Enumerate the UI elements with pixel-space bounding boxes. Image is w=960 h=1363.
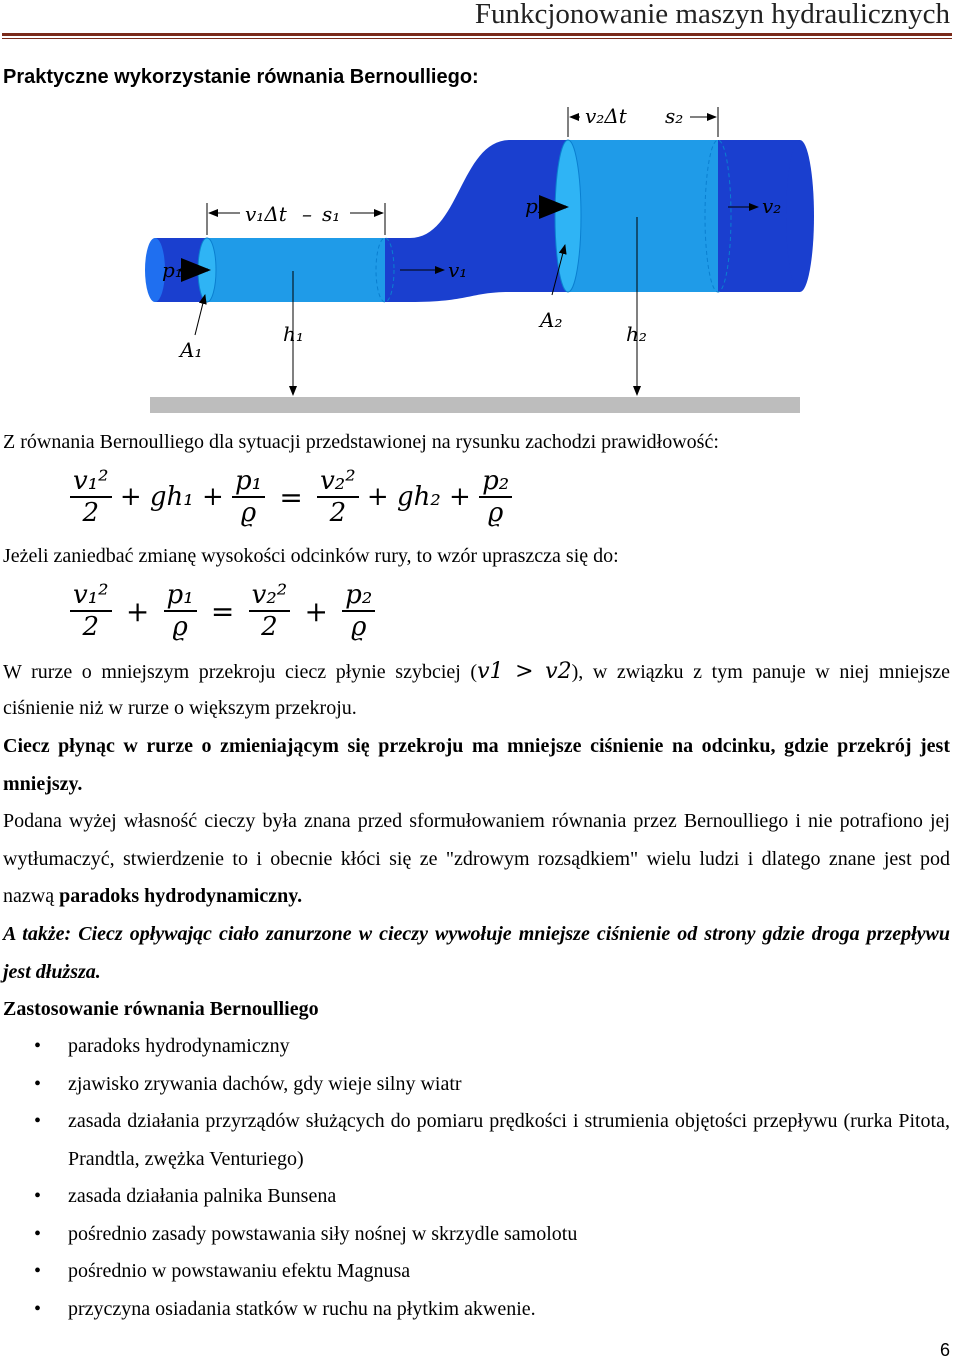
- fluid-element-2: [568, 140, 718, 292]
- simplification-paragraph: Jeżeli zaniedbać zmianę wysokości odcinków rury, to wzór upraszcza się do:: [3, 545, 619, 567]
- header-rule-thin: [2, 38, 952, 39]
- label-A2: A₂: [540, 308, 563, 332]
- label-v2: v₂: [762, 194, 782, 218]
- page-number: 6: [939, 1340, 950, 1360]
- label-s1: s₁: [322, 202, 341, 226]
- label-v1dt: v₁Δt: [245, 202, 287, 226]
- label-s2: s₂: [665, 104, 684, 128]
- section-heading: Praktyczne wykorzystanie równania Bernoulliego:: [3, 66, 479, 88]
- bernoulli-simplified-formula: $\frac{\text{v₁²}}{2}$ + $\frac{\text{p₁}}{ϱ}$ = $\frac{\text{v₂²}}{2}$ + $\frac{\text{p₂}}{ϱ}$: [70, 580, 375, 642]
- ground-line: [150, 397, 800, 413]
- intro-paragraph: Z równania Bernoulliego dla sytuacji przedstawionej na rysunku zachodzi prawidłowość:: [3, 431, 719, 453]
- applications-list: [0, 1028, 950, 1328]
- label-v1: v₁: [448, 258, 468, 282]
- fluid-element-1: [207, 238, 385, 302]
- label-v2dt: v₂Δt: [585, 104, 627, 128]
- paradox-paragraph: Podana wyżej własność cieczy była znana przed sformułowaniem równania przez Bernoulliego i nie potrafiono jej wytłumaczyć, stwierdzenie to i obecnie kłóci się ze "zdrowym rozsądkiem" wielu ludzi i dlatego znane jest pod nazwą paradoks hydrodynamiczny.: [3, 810, 950, 907]
- velocity-paragraph-line1: W rurze o mniejszym przekroju ciecz płynie szybciej (v1 > v2), w związku z tym panuje w niej mniejsze: [3, 659, 951, 684]
- pipe-end-right: [786, 140, 814, 292]
- header-rule: [2, 33, 952, 36]
- bernoulli-pipe-diagram: [0, 95, 960, 425]
- list-item: • paradoks hydrodynamiczny: [0, 1028, 950, 1066]
- label-p2: p₂: [525, 194, 546, 218]
- label-h2: h₂: [626, 322, 647, 346]
- label-A1: A₁: [180, 338, 203, 362]
- list-item: • pośrednio w powstawaniu efektu Magnusa: [0, 1253, 950, 1291]
- label-dash1: –: [302, 202, 312, 226]
- velocity-paragraph-line2: ciśnienie niż w rurze o większym przekroju.: [3, 697, 357, 719]
- list-item: • zjawisko zrywania dachów, gdy wieje silny wiatr: [0, 1066, 950, 1104]
- key-conclusion-paragraph: Ciecz płynąc w rurze o zmieniającym się przekroju ma mniejsze ciśnienie na odcinku, gdzie przekrój jest mniejszy.: [3, 735, 950, 795]
- bernoulli-full-formula: $\frac{\text{v₁²}}{2}$ + gh₁ + $\frac{\text{p₁}}{ϱ}$ = $\frac{\text{v₂²}}{2}$ + gh₂ + $\frac{\text{p₂}}{ϱ}$: [70, 466, 512, 528]
- running-header-title: Funkcjonowanie maszyn hydraulicznych: [474, 0, 950, 30]
- immersed-body-paragraph: A także: Ciecz opływając ciało zanurzone w cieczy wywołuje mniejsze ciśnienie od strony gdzie droga przepływu jest dłuższa.: [3, 923, 950, 983]
- label-h1: h₁: [283, 322, 304, 346]
- list-item: • zasada działania palnika Bunsena: [0, 1178, 950, 1216]
- label-p1: p₁: [162, 258, 183, 282]
- applications-heading: Zastosowanie równania Bernoulliego: [3, 998, 319, 1020]
- inline-math-v1-gt-v2: v1 > v2: [477, 659, 572, 684]
- list-item: • przyczyna osiadania statków w ruchu na płytkim akwenie.: [0, 1291, 950, 1329]
- list-item: • pośrednio zasady powstawania siły nośnej w skrzydle samolotu: [0, 1216, 950, 1254]
- list-item: • zasada działania przyrządów służących do pomiaru prędkości i strumienia objętości przepływu (rurka Pitota, Prandtla, zwężka Venturiego): [0, 1103, 950, 1178]
